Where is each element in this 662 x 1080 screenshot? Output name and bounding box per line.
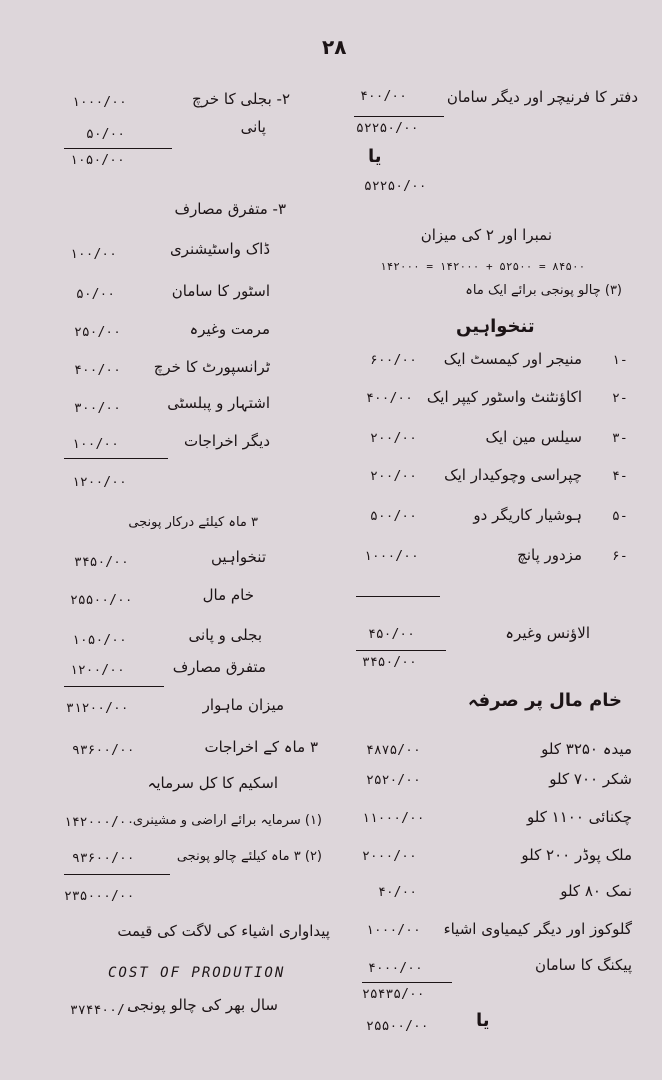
three-month-expenses-amount: ۹۳۶۰۰/۰۰ <box>72 743 135 758</box>
item-amount: ۶۰۰/۰۰ <box>370 353 417 368</box>
sum-equation: ۱۴۲۰۰۰ = ۱۴۲۰۰۰ + ۵۲۵۰۰ = ۸۴۵۰۰ <box>380 260 586 273</box>
item-label: مزدور پانچ <box>517 546 582 564</box>
capital-land-label: (۱) سرمایہ برائے اراضی و مشینری <box>132 813 322 828</box>
item-label: مرمت وغیرہ <box>189 320 270 338</box>
rule <box>362 982 452 983</box>
rule <box>64 686 164 687</box>
allowance-amount: ۴۵۰/۰۰ <box>368 627 415 642</box>
rule <box>356 596 440 597</box>
item-label: ملک پوڈر ۲۰۰ کلو <box>521 846 632 864</box>
rule <box>354 116 444 117</box>
item-label: اکاؤنٹنٹ واسٹور کیپر ایک <box>426 388 582 406</box>
capital-land-amount: ۱۴۲۰۰۰/۰۰ <box>64 815 135 830</box>
item-label: چکنائی ۱۱۰۰ کلو <box>527 808 632 826</box>
item-label: اسٹور کا سامان <box>171 282 270 300</box>
item-amount: ۵۰۰/۰۰ <box>370 509 417 524</box>
item-number: ۵- <box>612 509 628 524</box>
item-label: گلوکوز اور دیگر کیمیاوی اشیاء <box>443 920 632 938</box>
item-amount: ۲۵۲۰/۰۰ <box>366 773 421 788</box>
item-label: دیگر اخراجات <box>183 432 270 450</box>
item-amount: ۴۰/۰۰ <box>378 885 418 900</box>
item-amount: ۱۲۰۰/۰۰ <box>70 663 125 678</box>
item-number: ۴- <box>612 469 628 484</box>
three-month-capital-heading: ۳ ماہ کیلئے درکار پونجی <box>128 515 258 530</box>
allowance-label: الاؤنس وغیرہ <box>505 624 590 642</box>
item-amount: ۴۰۰۰/۰۰ <box>368 961 423 976</box>
electricity-label: ۲- بجلی کا خرچ <box>191 90 290 108</box>
item-amount: ۲۰۰/۰۰ <box>370 469 417 484</box>
item-amount: ۴۸۷۵/۰۰ <box>366 743 421 758</box>
item-amount: ۴۰۰/۰۰ <box>366 391 413 406</box>
working-capital-label: (۳) چالو پونجی برائے ایک ماہ <box>465 283 622 298</box>
item-amount: ۴۰۰/۰۰ <box>74 363 121 378</box>
rule <box>64 874 170 875</box>
item-label: ٹرانسپورٹ کا خرچ <box>153 358 270 376</box>
item-number: ۲- <box>612 391 628 406</box>
item-label: منیجر اور کیمسٹ ایک <box>443 350 582 368</box>
item-amount: ۱۱۰۰۰/۰۰ <box>362 811 425 826</box>
misc-total: ۱۲۰۰/۰۰ <box>72 475 127 490</box>
capital-working-amount: ۹۳۶۰۰/۰۰ <box>72 851 135 866</box>
item-label: متفرق مصارف <box>172 658 266 676</box>
electricity-amount: ۱۰۰۰/۰۰ <box>72 95 127 110</box>
item-number: ۳- <box>612 431 628 446</box>
salaries-heading: تنخواہیں <box>456 316 535 337</box>
item-label: ہوشیار کاریگر دو <box>473 506 582 524</box>
item-amount: ۵۰/۰۰ <box>76 287 116 302</box>
capital-working-label: (۲) ۳ ماہ کیلئے چالو پونجی <box>176 849 322 864</box>
item-amount: ۱۰۰/۰۰ <box>72 437 119 452</box>
furniture-total-2: ۵۲۲۵۰/۰۰ <box>364 179 427 194</box>
water-amount: ۵۰/۰۰ <box>86 127 126 142</box>
salaries-total: ۳۴۵۰/۰۰ <box>362 655 417 670</box>
item-label: بجلی و پانی <box>188 626 262 644</box>
ya-label: یا <box>368 146 382 167</box>
water-label: پانی <box>240 118 266 136</box>
item-label: چپراسی وچوکیدار ایک <box>444 466 582 484</box>
item-amount: ۳۰۰/۰۰ <box>74 401 121 416</box>
item-amount: ۳۴۵۰/۰۰ <box>74 555 129 570</box>
rule <box>356 650 446 651</box>
item-amount: ۲۰۰/۰۰ <box>370 431 417 446</box>
item-amount: ۱۰۰۰/۰۰ <box>366 923 421 938</box>
page-number: ۲۸ <box>322 35 347 59</box>
item-label: میدہ ۳۲۵۰ کلو <box>541 740 632 758</box>
item-amount: ۲۵۵۰۰/۰۰ <box>70 593 133 608</box>
annual-capital-amount: ۳۷۴۴۰۰/۰۰ <box>70 1003 141 1018</box>
item-label: سیلس مین ایک <box>485 428 582 446</box>
item-number: ۶- <box>612 549 628 564</box>
item-amount: ۱۰۵۰/۰۰ <box>72 633 127 648</box>
item-amount: ۱۰۰۰/۰۰ <box>364 549 419 564</box>
item-label: اشتہار و پبلسٹی <box>167 394 270 412</box>
monthly-total: ۳۱۲۰۰/۰۰ <box>66 701 129 716</box>
item-amount: ۲۰۰۰/۰۰ <box>362 849 417 864</box>
item-label: پیکنگ کا سامان <box>535 956 632 974</box>
item-label: شکر ۷۰۰ کلو <box>549 770 632 788</box>
rule <box>64 148 172 149</box>
item-label: ڈاک واسٹیشنری <box>170 240 270 258</box>
item-label: خام مال <box>202 586 254 604</box>
item-amount: ۱۰۰/۰۰ <box>70 247 117 262</box>
cost-of-production-english: COST OF PRODUTION <box>108 965 286 981</box>
electricity-water-total: ۱۰۵۰/۰۰ <box>70 153 125 168</box>
furniture-total: ۵۲۲۵۰/۰۰ <box>356 121 419 136</box>
furniture-amount: ۴۰۰/۰۰ <box>360 89 407 104</box>
raw-material-total-2: ۲۵۵۰۰/۰۰ <box>366 1019 429 1034</box>
sum-label: نمبرا اور ۲ کی میزان <box>420 226 552 244</box>
item-label: نمک ۸۰ کلو <box>560 882 632 900</box>
raw-material-total: ۲۵۴۳۵/۰۰ <box>362 987 425 1002</box>
monthly-total-label: میزان ماہوار <box>202 696 284 714</box>
raw-material-heading: خام مال پر صرفہ <box>467 690 622 711</box>
three-month-expenses-label: ۳ ماہ کے اخراجات <box>204 738 318 756</box>
cost-of-production-urdu: پیداواری اشیاء کی لاگت کی قیمت <box>117 922 330 940</box>
item-number: ۱- <box>612 353 628 368</box>
item-amount: ۲۵۰/۰۰ <box>74 325 121 340</box>
rule <box>64 458 168 459</box>
furniture-label: دفتر کا فرنیچر اور دیگر سامان <box>446 88 638 106</box>
item-label: تنخواہیں <box>210 548 266 566</box>
scheme-capital-heading: اسکیم کا کل سرمایہ <box>147 774 278 792</box>
annual-capital-label: سال بھر کی چالو پونجی <box>127 996 278 1014</box>
ya-label-2: یا <box>476 1010 490 1031</box>
misc-heading: ۳- متفرق مصارف <box>174 200 286 218</box>
capital-total: ۲۳۵۰۰۰/۰۰ <box>64 889 135 904</box>
